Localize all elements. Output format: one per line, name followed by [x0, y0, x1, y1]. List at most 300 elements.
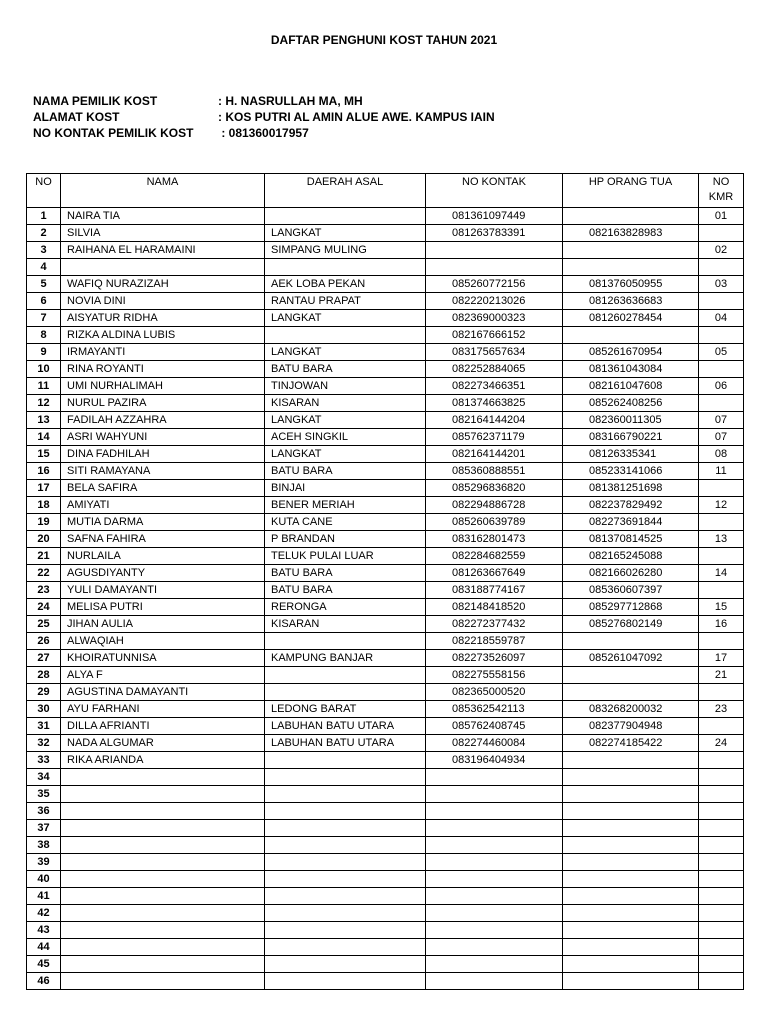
cell-no: 10	[27, 361, 61, 378]
cell-hp-orang-tua: 085276802149	[563, 616, 699, 633]
cell-hp-orang-tua: 083268200032	[563, 701, 699, 718]
cell-no-kontak	[426, 837, 563, 854]
table-row	[27, 752, 744, 769]
cell-hp-orang-tua	[563, 956, 699, 973]
cell-no-kontak: 082272377432	[426, 616, 563, 633]
cell-no-kontak: 085762371179	[426, 429, 563, 446]
cell-no: 13	[27, 412, 61, 429]
cell-no: 34	[27, 769, 61, 786]
contact-row	[33, 125, 495, 141]
cell-hp-orang-tua: 085360607397	[563, 582, 699, 599]
table-row	[27, 684, 744, 701]
cell-no-kmr: 15	[699, 599, 744, 616]
cell-no: 20	[27, 531, 61, 548]
cell-nama	[61, 939, 265, 956]
cell-nama: NURLAILA	[61, 548, 265, 565]
cell-nama: AGUSTINA DAMAYANTI	[61, 684, 265, 701]
cell-no-kmr	[699, 293, 744, 310]
cell-no: 23	[27, 582, 61, 599]
cell-nama: ASRI WAHYUNI	[61, 429, 265, 446]
cell-no: 11	[27, 378, 61, 395]
cell-hp-orang-tua: 081260278454	[563, 310, 699, 327]
table-row	[27, 446, 744, 463]
cell-no-kmr	[699, 684, 744, 701]
cell-no: 46	[27, 973, 61, 990]
cell-nama	[61, 769, 265, 786]
cell-no-kontak: 082275558156	[426, 667, 563, 684]
table-row	[27, 786, 744, 803]
owner-name-row	[33, 93, 495, 109]
cell-no-kmr: 21	[699, 667, 744, 684]
cell-no-kmr	[699, 259, 744, 276]
cell-nama: SAFNA FAHIRA	[61, 531, 265, 548]
cell-no-kontak: 085360888551	[426, 463, 563, 480]
cell-nama	[61, 871, 265, 888]
document-title: DAFTAR PENGHUNI KOST TAHUN 2021	[270, 33, 498, 47]
cell-no-kontak	[426, 939, 563, 956]
cell-no-kmr	[699, 803, 744, 820]
cell-nama: UMI NURHALIMAH	[61, 378, 265, 395]
cell-no: 41	[27, 888, 61, 905]
cell-daerah-asal: TINJOWAN	[265, 378, 426, 395]
table-row	[27, 378, 744, 395]
cell-no: 25	[27, 616, 61, 633]
cell-no: 8	[27, 327, 61, 344]
cell-no-kmr: 12	[699, 497, 744, 514]
cell-daerah-asal	[265, 973, 426, 990]
cell-hp-orang-tua: 08126335341	[563, 446, 699, 463]
cell-no-kontak: 081263783391	[426, 225, 563, 242]
cell-daerah-asal: P BRANDAN	[265, 531, 426, 548]
cell-daerah-asal: RANTAU PRAPAT	[265, 293, 426, 310]
cell-hp-orang-tua	[563, 922, 699, 939]
cell-no-kontak: 083162801473	[426, 531, 563, 548]
cell-nama: KHOIRATUNNISA	[61, 650, 265, 667]
cell-no: 12	[27, 395, 61, 412]
cell-no: 15	[27, 446, 61, 463]
owner-info	[33, 93, 495, 141]
header-no-kontak: NO KONTAK	[426, 174, 563, 208]
cell-no-kmr	[699, 973, 744, 990]
table-row	[27, 667, 744, 684]
cell-no-kontak: 085362542113	[426, 701, 563, 718]
header-hp-orang-tua: HP ORANG TUA	[563, 174, 699, 208]
cell-no-kmr	[699, 871, 744, 888]
cell-hp-orang-tua	[563, 684, 699, 701]
cell-daerah-asal: LEDONG BARAT	[265, 701, 426, 718]
cell-no: 36	[27, 803, 61, 820]
cell-daerah-asal: LANGKAT	[265, 225, 426, 242]
table-row	[27, 582, 744, 599]
cell-daerah-asal: LANGKAT	[265, 344, 426, 361]
cell-no: 9	[27, 344, 61, 361]
cell-no: 4	[27, 259, 61, 276]
cell-no-kmr	[699, 327, 744, 344]
cell-no: 32	[27, 735, 61, 752]
cell-hp-orang-tua	[563, 208, 699, 225]
cell-daerah-asal	[265, 259, 426, 276]
cell-no: 30	[27, 701, 61, 718]
cell-hp-orang-tua	[563, 327, 699, 344]
cell-nama	[61, 259, 265, 276]
cell-hp-orang-tua	[563, 854, 699, 871]
cell-hp-orang-tua	[563, 769, 699, 786]
cell-daerah-asal	[265, 208, 426, 225]
table-row	[27, 412, 744, 429]
table-row	[27, 769, 744, 786]
cell-daerah-asal	[265, 769, 426, 786]
cell-no-kontak: 082294886728	[426, 497, 563, 514]
cell-hp-orang-tua	[563, 939, 699, 956]
cell-hp-orang-tua: 085233141066	[563, 463, 699, 480]
cell-nama: ALYA F	[61, 667, 265, 684]
table-row	[27, 514, 744, 531]
cell-no: 24	[27, 599, 61, 616]
cell-nama: NOVIA DINI	[61, 293, 265, 310]
table-row	[27, 480, 744, 497]
cell-no-kmr	[699, 820, 744, 837]
cell-no-kontak	[426, 786, 563, 803]
cell-daerah-asal: LABUHAN BATU UTARA	[265, 735, 426, 752]
cell-no-kontak: 082365000520	[426, 684, 563, 701]
cell-nama: DILLA AFRIANTI	[61, 718, 265, 735]
cell-nama	[61, 905, 265, 922]
cell-no-kontak	[426, 854, 563, 871]
cell-no-kmr: 07	[699, 429, 744, 446]
cell-no-kmr: 07	[699, 412, 744, 429]
table-row	[27, 429, 744, 446]
cell-daerah-asal: ACEH SINGKIL	[265, 429, 426, 446]
cell-no-kontak: 083175657634	[426, 344, 563, 361]
cell-no: 42	[27, 905, 61, 922]
cell-nama	[61, 956, 265, 973]
cell-no: 33	[27, 752, 61, 769]
cell-no-kmr	[699, 854, 744, 871]
cell-hp-orang-tua: 081263636683	[563, 293, 699, 310]
cell-no-kontak	[426, 922, 563, 939]
cell-no-kontak: 085260639789	[426, 514, 563, 531]
cell-nama: AMIYATI	[61, 497, 265, 514]
cell-nama	[61, 973, 265, 990]
cell-nama: MELISA PUTRI	[61, 599, 265, 616]
cell-daerah-asal: KAMPUNG BANJAR	[265, 650, 426, 667]
cell-hp-orang-tua: 081361043084	[563, 361, 699, 378]
cell-no-kontak: 083188774167	[426, 582, 563, 599]
table-row	[27, 276, 744, 293]
cell-no-kmr	[699, 939, 744, 956]
cell-hp-orang-tua: 081381251698	[563, 480, 699, 497]
cell-no-kmr	[699, 786, 744, 803]
cell-daerah-asal	[265, 820, 426, 837]
cell-hp-orang-tua: 085261670954	[563, 344, 699, 361]
cell-daerah-asal	[265, 633, 426, 650]
table-row	[27, 293, 744, 310]
table-row	[27, 922, 744, 939]
header-nama: NAMA	[61, 174, 265, 208]
table-row	[27, 225, 744, 242]
cell-no-kontak	[426, 888, 563, 905]
cell-no-kontak	[426, 242, 563, 259]
table-row	[27, 565, 744, 582]
cell-no-kontak: 085762408745	[426, 718, 563, 735]
cell-no-kontak: 082273466351	[426, 378, 563, 395]
table-body	[27, 208, 744, 990]
cell-no: 31	[27, 718, 61, 735]
cell-no-kmr: 04	[699, 310, 744, 327]
cell-daerah-asal	[265, 956, 426, 973]
cell-no: 39	[27, 854, 61, 871]
cell-nama: ALWAQIAH	[61, 633, 265, 650]
cell-no-kontak	[426, 259, 563, 276]
cell-hp-orang-tua: 082360011305	[563, 412, 699, 429]
cell-no: 1	[27, 208, 61, 225]
cell-no-kmr	[699, 922, 744, 939]
cell-no: 21	[27, 548, 61, 565]
cell-daerah-asal: BATU BARA	[265, 582, 426, 599]
cell-daerah-asal	[265, 752, 426, 769]
cell-no-kontak: 083196404934	[426, 752, 563, 769]
address-value: : KOS PUTRI AL AMIN ALUE AWE. KAMPUS IAIN	[218, 110, 495, 124]
cell-no: 44	[27, 939, 61, 956]
table-row	[27, 973, 744, 990]
owner-name-label: NAMA PEMILIK KOST	[33, 94, 158, 108]
cell-no-kontak: 082148418520	[426, 599, 563, 616]
cell-hp-orang-tua	[563, 752, 699, 769]
cell-no: 19	[27, 514, 61, 531]
cell-no: 17	[27, 480, 61, 497]
cell-hp-orang-tua: 082377904948	[563, 718, 699, 735]
cell-nama: AGUSDIYANTY	[61, 565, 265, 582]
cell-hp-orang-tua: 082273691844	[563, 514, 699, 531]
cell-no-kontak: 081374663825	[426, 395, 563, 412]
cell-no-kontak: 085260772156	[426, 276, 563, 293]
cell-no: 38	[27, 837, 61, 854]
cell-hp-orang-tua	[563, 820, 699, 837]
cell-daerah-asal: RERONGA	[265, 599, 426, 616]
contact-label: NO KONTAK PEMILIK KOST	[33, 126, 194, 140]
cell-hp-orang-tua: 082274185422	[563, 735, 699, 752]
cell-no-kmr	[699, 905, 744, 922]
table-row	[27, 701, 744, 718]
cell-daerah-asal: BATU BARA	[265, 463, 426, 480]
cell-no: 26	[27, 633, 61, 650]
cell-no: 5	[27, 276, 61, 293]
header-no-kmr: NO KMR	[699, 174, 744, 208]
cell-no: 2	[27, 225, 61, 242]
cell-no: 37	[27, 820, 61, 837]
cell-daerah-asal: KUTA CANE	[265, 514, 426, 531]
cell-no-kmr: 06	[699, 378, 744, 395]
cell-no: 40	[27, 871, 61, 888]
cell-nama: JIHAN AULIA	[61, 616, 265, 633]
cell-hp-orang-tua	[563, 837, 699, 854]
cell-daerah-asal: KISARAN	[265, 616, 426, 633]
cell-no-kmr	[699, 769, 744, 786]
cell-no-kmr	[699, 514, 744, 531]
cell-hp-orang-tua: 082166026280	[563, 565, 699, 582]
cell-hp-orang-tua	[563, 888, 699, 905]
table-row	[27, 956, 744, 973]
table-row	[27, 888, 744, 905]
cell-no: 18	[27, 497, 61, 514]
cell-no-kontak: 081263667649	[426, 565, 563, 582]
cell-daerah-asal	[265, 837, 426, 854]
cell-no-kontak	[426, 803, 563, 820]
cell-daerah-asal	[265, 684, 426, 701]
cell-no-kmr	[699, 718, 744, 735]
cell-no-kontak	[426, 956, 563, 973]
table-row	[27, 633, 744, 650]
cell-no-kmr	[699, 888, 744, 905]
cell-nama: RINA ROYANTI	[61, 361, 265, 378]
cell-daerah-asal	[265, 327, 426, 344]
cell-nama: NURUL PAZIRA	[61, 395, 265, 412]
cell-no-kmr: 11	[699, 463, 744, 480]
cell-nama	[61, 888, 265, 905]
cell-nama	[61, 803, 265, 820]
cell-daerah-asal: LABUHAN BATU UTARA	[265, 718, 426, 735]
address-label: ALAMAT KOST	[33, 110, 120, 124]
cell-no-kmr: 14	[699, 565, 744, 582]
cell-no-kontak: 082252884065	[426, 361, 563, 378]
cell-nama	[61, 837, 265, 854]
cell-no-kmr: 16	[699, 616, 744, 633]
cell-hp-orang-tua	[563, 905, 699, 922]
cell-nama: DINA FADHILAH	[61, 446, 265, 463]
cell-no-kmr	[699, 395, 744, 412]
contact-value: : 081360017957	[218, 126, 309, 140]
cell-hp-orang-tua	[563, 803, 699, 820]
table-row	[27, 939, 744, 956]
address-row	[33, 109, 495, 125]
cell-nama: RIZKA ALDINA LUBIS	[61, 327, 265, 344]
cell-no: 45	[27, 956, 61, 973]
cell-no-kmr: 24	[699, 735, 744, 752]
cell-nama	[61, 854, 265, 871]
table-row	[27, 327, 744, 344]
cell-nama: AISYATUR RIDHA	[61, 310, 265, 327]
cell-hp-orang-tua	[563, 667, 699, 684]
table-row	[27, 854, 744, 871]
cell-no-kontak: 085296836820	[426, 480, 563, 497]
cell-daerah-asal	[265, 854, 426, 871]
cell-nama: NADA ALGUMAR	[61, 735, 265, 752]
cell-no-kontak	[426, 820, 563, 837]
table-row	[27, 361, 744, 378]
cell-daerah-asal	[265, 667, 426, 684]
cell-hp-orang-tua	[563, 259, 699, 276]
cell-no-kmr	[699, 361, 744, 378]
tenant-table	[26, 173, 744, 990]
cell-no-kontak: 082164144201	[426, 446, 563, 463]
cell-daerah-asal: LANGKAT	[265, 412, 426, 429]
cell-no: 3	[27, 242, 61, 259]
cell-no-kontak: 082369000323	[426, 310, 563, 327]
cell-no-kmr: 02	[699, 242, 744, 259]
table-row	[27, 497, 744, 514]
cell-no-kmr	[699, 752, 744, 769]
cell-no-kontak: 082274460084	[426, 735, 563, 752]
cell-nama	[61, 820, 265, 837]
cell-daerah-asal	[265, 922, 426, 939]
cell-hp-orang-tua: 083166790221	[563, 429, 699, 446]
table-row	[27, 599, 744, 616]
cell-nama: IRMAYANTI	[61, 344, 265, 361]
cell-hp-orang-tua: 081376050955	[563, 276, 699, 293]
cell-no-kontak: 082273526097	[426, 650, 563, 667]
cell-nama: FADILAH AZZAHRA	[61, 412, 265, 429]
table-row	[27, 463, 744, 480]
table-row	[27, 820, 744, 837]
cell-nama: BELA SAFIRA	[61, 480, 265, 497]
header-daerah-asal: DAERAH ASAL	[265, 174, 426, 208]
table-row	[27, 208, 744, 225]
cell-nama	[61, 922, 265, 939]
cell-hp-orang-tua: 085261047092	[563, 650, 699, 667]
cell-hp-orang-tua: 085262408256	[563, 395, 699, 412]
header-no: NO	[27, 174, 61, 208]
cell-daerah-asal	[265, 888, 426, 905]
cell-nama: RAIHANA EL HARAMAINI	[61, 242, 265, 259]
cell-daerah-asal: BATU BARA	[265, 361, 426, 378]
cell-hp-orang-tua	[563, 871, 699, 888]
table-row	[27, 718, 744, 735]
cell-hp-orang-tua: 082165245088	[563, 548, 699, 565]
cell-no: 6	[27, 293, 61, 310]
cell-daerah-asal: AEK LOBA PEKAN	[265, 276, 426, 293]
cell-hp-orang-tua: 081370814525	[563, 531, 699, 548]
cell-hp-orang-tua: 082161047608	[563, 378, 699, 395]
cell-no: 14	[27, 429, 61, 446]
cell-hp-orang-tua: 082163828983	[563, 225, 699, 242]
cell-daerah-asal: LANGKAT	[265, 310, 426, 327]
cell-daerah-asal: KISARAN	[265, 395, 426, 412]
cell-no-kmr	[699, 548, 744, 565]
cell-nama: MUTIA DARMA	[61, 514, 265, 531]
cell-no-kontak: 081361097449	[426, 208, 563, 225]
cell-no: 27	[27, 650, 61, 667]
cell-hp-orang-tua	[563, 633, 699, 650]
cell-no-kmr	[699, 837, 744, 854]
cell-hp-orang-tua	[563, 242, 699, 259]
cell-daerah-asal	[265, 905, 426, 922]
table-row	[27, 871, 744, 888]
table-row	[27, 548, 744, 565]
cell-daerah-asal: BINJAI	[265, 480, 426, 497]
cell-no-kmr: 13	[699, 531, 744, 548]
cell-no: 29	[27, 684, 61, 701]
cell-no: 28	[27, 667, 61, 684]
table-row	[27, 837, 744, 854]
cell-no-kontak: 082164144204	[426, 412, 563, 429]
cell-nama: NAIRA TIA	[61, 208, 265, 225]
cell-no-kontak	[426, 973, 563, 990]
cell-hp-orang-tua: 085297712868	[563, 599, 699, 616]
table-row	[27, 259, 744, 276]
cell-nama: YULI DAMAYANTI	[61, 582, 265, 599]
table-header-row	[27, 174, 744, 208]
cell-no-kontak: 082167666152	[426, 327, 563, 344]
cell-no-kmr	[699, 225, 744, 242]
cell-hp-orang-tua	[563, 973, 699, 990]
cell-daerah-asal	[265, 786, 426, 803]
cell-nama: AYU FARHANI	[61, 701, 265, 718]
cell-no: 7	[27, 310, 61, 327]
cell-no-kmr: 03	[699, 276, 744, 293]
table-row	[27, 395, 744, 412]
cell-no-kontak	[426, 769, 563, 786]
table-row	[27, 616, 744, 633]
